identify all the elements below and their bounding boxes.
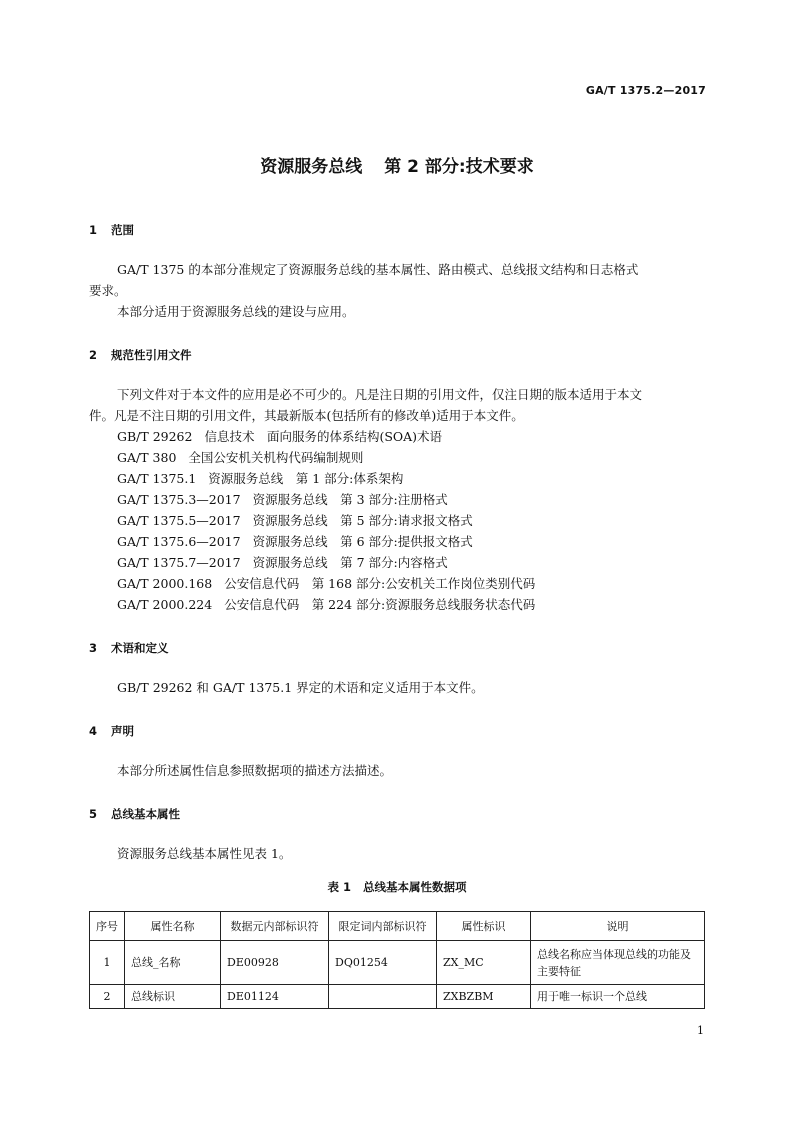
table-cell: DQ01254 [329, 941, 437, 985]
page-title [0, 152, 794, 177]
table-header-cell: 说明 [531, 912, 705, 941]
reference-title: 资源服务总线 第 1 部分:体系架构 [208, 471, 404, 486]
attributes-paragraph [89, 843, 705, 864]
standard-code: GA/T 1375.2—2017 [585, 84, 706, 97]
table-cell: 总线名称应当体现总线的功能及主要特征 [531, 941, 705, 985]
section-title: 总线基本属性 [111, 807, 180, 821]
table-header-cell: 属性标识 [437, 912, 531, 941]
section-heading-declaration [89, 723, 134, 739]
section-number: 5 [89, 807, 98, 821]
table-row [90, 941, 705, 985]
reference-item [117, 489, 707, 510]
reference-title: 资源服务总线 第 5 部分:请求报文格式 [252, 513, 473, 528]
reference-code: GA/T 2000.224 [117, 597, 213, 612]
section-heading-attributes [89, 806, 180, 822]
attribute-table [89, 911, 705, 1009]
reference-code: GA/T 1375.7—2017 [117, 555, 241, 570]
section-number: 1 [89, 223, 98, 237]
section-heading-terms [89, 640, 169, 656]
reference-code: GA/T 1375.6—2017 [117, 534, 241, 549]
section-title: 术语和定义 [111, 641, 169, 655]
declaration-p1: 本部分所述属性信息参照数据项的描述方法描述。 [117, 763, 393, 778]
reference-title: 信息技术 面向服务的体系结构(SOA)术语 [204, 429, 443, 444]
declaration-paragraph [89, 760, 705, 781]
reference-title: 公安信息代码 第 224 部分:资源服务总线服务状态代码 [224, 597, 536, 612]
page-number: 1 [697, 1024, 704, 1037]
reference-code: GA/T 2000.168 [117, 576, 213, 591]
section-title: 规范性引用文件 [111, 348, 192, 362]
reference-item [117, 573, 707, 594]
reference-item [117, 510, 707, 531]
reference-code: GA/T 380 [117, 450, 177, 465]
section-heading-normative [89, 347, 192, 363]
normative-intro [89, 384, 705, 426]
reference-item [117, 426, 707, 447]
reference-title: 公安信息代码 第 168 部分:公安机关工作岗位类别代码 [224, 576, 536, 591]
reference-item [117, 447, 707, 468]
table-header-cell: 限定词内部标识符 [329, 912, 437, 941]
reference-title: 资源服务总线 第 6 部分:提供报文格式 [252, 534, 473, 549]
reference-item [117, 594, 707, 615]
reference-title: 资源服务总线 第 7 部分:内容格式 [252, 555, 448, 570]
scope-p1-line1: GA/T 1375 的本部分准规定了资源服务总线的基本属性、路由模式、总线报文结构和日志格式 [117, 262, 639, 277]
table-header-cell: 序号 [90, 912, 125, 941]
table-cell: ZXBZBM [437, 985, 531, 1009]
section-number: 3 [89, 641, 98, 655]
scope-paragraphs [89, 259, 705, 322]
table-cell: 总线标识 [125, 985, 221, 1009]
reference-item [117, 552, 707, 573]
table-cell: DE00928 [221, 941, 329, 985]
section-title: 声明 [111, 724, 134, 738]
table-cell [329, 985, 437, 1009]
reference-item [117, 468, 707, 489]
normative-intro-line2: 件。凡是不注日期的引用文件，其最新版本(包括所有的修改单)适用于本文件。 [89, 408, 524, 423]
reference-code: GA/T 1375.5—2017 [117, 513, 241, 528]
reference-title: 资源服务总线 第 3 部分:注册格式 [252, 492, 448, 507]
reference-code: GA/T 1375.1 [117, 471, 197, 486]
scope-p2: 本部分适用于资源服务总线的建设与应用。 [117, 304, 355, 319]
table-cell: 用于唯一标识一个总线 [531, 985, 705, 1009]
reference-code: GA/T 1375.3—2017 [117, 492, 241, 507]
terms-paragraph [89, 677, 705, 698]
section-number: 4 [89, 724, 98, 738]
table-cell: 2 [90, 985, 125, 1009]
table-row [90, 985, 705, 1009]
table-cell: DE01124 [221, 985, 329, 1009]
reference-item [117, 531, 707, 552]
table-header-row [90, 912, 705, 941]
normative-intro-line1: 下列文件对于本文件的应用是必不可少的。凡是注日期的引用文件，仅注日期的版本适用于本文 [117, 387, 643, 402]
reference-list [117, 426, 707, 615]
title-part2: 第 2 部分:技术要求 [384, 157, 534, 177]
section-number: 2 [89, 348, 98, 362]
terms-p1: GB/T 29262 和 GA/T 1375.1 界定的术语和定义适用于本文件。 [117, 680, 484, 695]
table-header-cell: 属性名称 [125, 912, 221, 941]
table-cell: 1 [90, 941, 125, 985]
table-header-cell: 数据元内部标识符 [221, 912, 329, 941]
reference-title: 全国公安机关机构代码编制规则 [188, 450, 364, 465]
table-caption-title: 总线基本属性数据项 [363, 880, 467, 894]
section-heading-scope [89, 222, 134, 238]
table-cell: ZX_MC [437, 941, 531, 985]
section-title: 范围 [111, 223, 134, 237]
table-caption-number: 表 1 [327, 880, 351, 894]
scope-p1-line2: 要求。 [89, 283, 127, 298]
title-part1: 资源服务总线 [260, 157, 363, 177]
table-caption [0, 879, 794, 895]
reference-code: GB/T 29262 [117, 429, 193, 444]
table-cell: 总线_名称 [125, 941, 221, 985]
attributes-p1: 资源服务总线基本属性见表 1。 [117, 846, 292, 861]
